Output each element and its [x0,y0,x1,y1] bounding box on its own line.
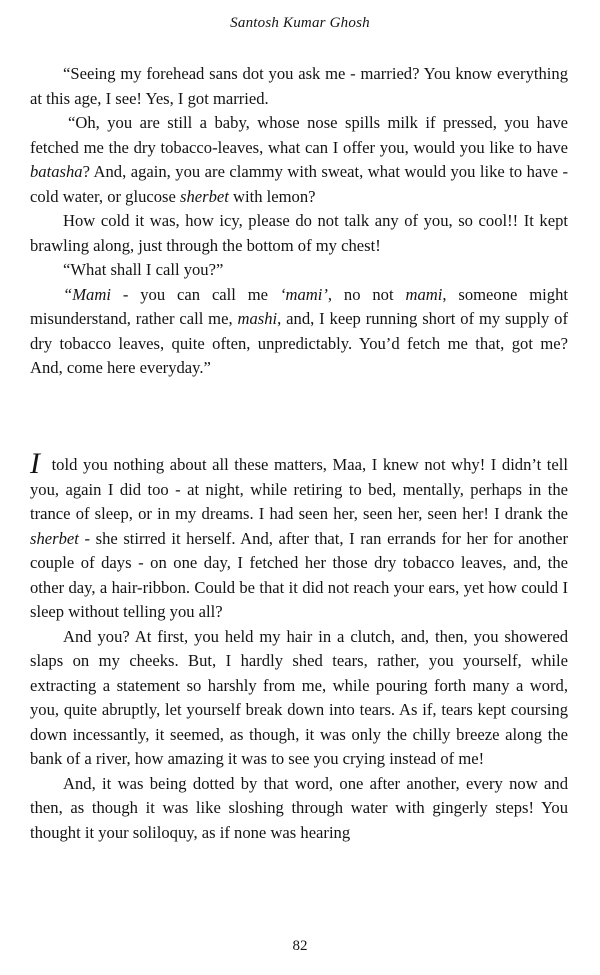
page-number: 82 [292,938,308,954]
italic-term: mami [405,284,443,304]
paragraph-text: , no not [327,284,406,304]
italic-term: ‘mami’ [279,284,328,304]
paragraph-text: ? And, again, you are clammy with sweat, what would you like to have - cold water, or glucose [30,162,568,206]
text-section-2 [30,447,568,845]
drop-cap: I [30,447,40,480]
italic-term: sherbet [30,528,79,548]
paragraph-text: How cold it was, how icy, please do not talk any of you, so cool!! It kept brawling along, just through the bottom of my chest! [30,211,568,255]
paragraph-text: with lemon? [228,186,316,206]
paragraph [30,111,568,209]
paragraph-text: “What shall I call you?” [63,260,224,279]
italic-term: “Mami [63,284,111,304]
paragraph [30,283,568,381]
paragraph-text: told you nothing about all these matters, Maa, I knew not why! I didn’t tell you, again I did too - at night, while retiring to bed, mentally, perhaps in the trance of sleep, or in my dreams. I had seen her, seen her, seen her! I drank the [30,455,568,523]
paragraph-text: , someone might misunderstand, rather call me, [30,284,568,328]
paragraph [30,258,568,283]
running-head-author: Santosh Kumar Ghosh [230,15,370,31]
text-section-1 [30,62,568,381]
paragraph-text: , and, I keep running short of my supply of dry tobacco leaves, quite often, unpredictably. You’d fetch me that, got me? And, come here everyday.” [30,309,568,377]
paragraph [30,772,568,846]
italic-term: batasha [30,162,83,181]
italic-term: mashi [237,309,278,328]
italic-term: sherbet [180,186,229,206]
paragraph [30,209,568,258]
paragraph [30,447,568,625]
paragraph-text: And, it was being dotted by that word, one after another, every now and then, as though it was like sloshing through water with gingerly steps! You thought it your soliloquy, as if none was hearing [30,773,568,842]
paragraph-text: - you can call me [110,284,280,304]
paragraph-text: - she stirred it herself. And, after that, I ran errands for her for another couple of days - on one day, I fetched her those dry tobacco leaves, and, the other day, a hair-ribbon. Could be that it did not reach your ears, yet how could I sleep without telling you all? [30,528,568,621]
paragraph-text: “Oh, you are still a baby, whose nose spills milk if pressed, you have fetched me the dry tobacco-leaves, what can I offer you, would you like to have [30,113,568,157]
paragraph [30,62,568,111]
paragraph-text: And you? At first, you held my hair in a clutch, and, then, you showered slaps on my cheeks. But, I hardly shed tears, rather, you yourself, while extracting a statement so harshly from me, while pouring forth many a word, you, quite abruptly, let yourself break down into tears. As if, tears kept coursing down incessantly, it seemed, as though, it was only the chilly breeze along the bank of a river, how amazing it was to see you crying instead of me! [30,626,568,768]
paragraph [30,625,568,772]
paragraph-text: “Seeing my forehead sans dot you ask me - married? You know everything at this age, I see! Yes, I got married. [30,64,568,108]
